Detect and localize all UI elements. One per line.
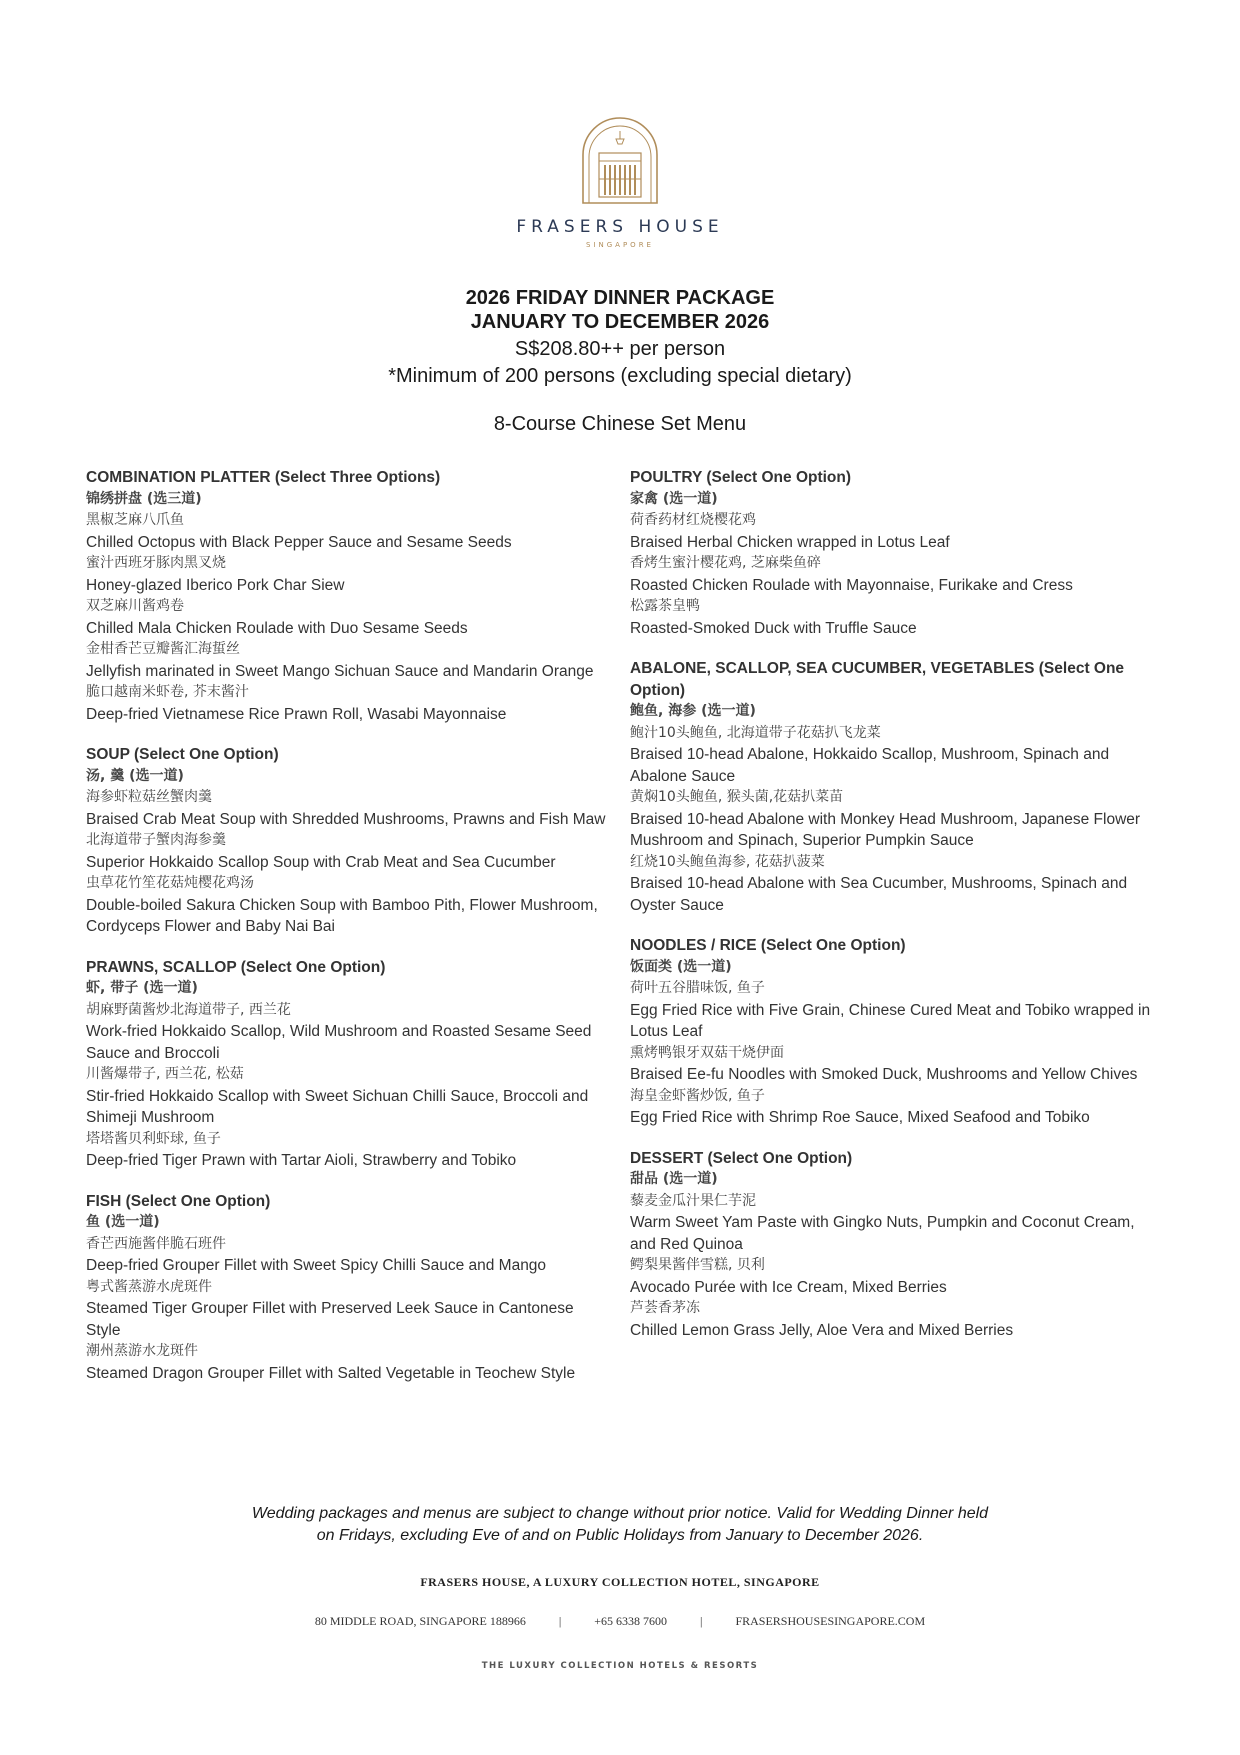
dish-name-english: Braised Herbal Chicken wrapped in Lotus Leaf xyxy=(630,533,950,551)
dish-name-chinese: 海参虾粒菇丝蟹肉羹 xyxy=(86,789,212,805)
dish-name-chinese: 香烤生蜜汁樱花鸡, 芝麻柴鱼碎 xyxy=(630,555,821,571)
dish-name-chinese: 粤式酱蒸游水虎斑件 xyxy=(86,1278,212,1295)
dish-name-english: Work-fried Hokkaido Scallop, Wild Mushroom and Roasted Sesame Seed Sauce and Broccoli xyxy=(86,1023,592,1062)
menu-column-left xyxy=(86,467,606,1403)
dish-name-english: Egg Fried Rice with Shrimp Roe Sauce, Mixed Seafood and Tobiko xyxy=(630,1109,1090,1126)
dish-name-english: Egg Fried Rice with Five Grain, Chinese Cured Meat and Tobiko wrapped in Lotus Leaf xyxy=(630,1001,1151,1040)
section-title: ABALONE, SCALLOP, SEA CUCUMBER, VEGETABLES (Select One Option) xyxy=(630,660,1125,699)
dish-name-english: Roasted Chicken Roulade with Mayonnaise, Furikake and Cress xyxy=(630,576,1073,594)
dish-name-chinese: 川酱爆带子, 西兰花, 松菇 xyxy=(86,1066,244,1082)
dish-name-chinese: 蜜汁西班牙豚肉黑叉烧 xyxy=(86,555,226,571)
dish-name-chinese: 黄焖10头鲍鱼, 猴头菌,花菇扒菜苗 xyxy=(630,789,844,805)
brand-subtitle: SINGAPORE xyxy=(586,241,654,249)
dish-name-english: Deep-fried Vietnamese Rice Prawn Roll, Wasabi Mayonnaise xyxy=(86,705,507,723)
dish-name-english: Chilled Octopus with Black Pepper Sauce and Sesame Seeds xyxy=(86,533,512,551)
section-title-chinese: 饭面类 (选一道) xyxy=(630,958,732,975)
menu-section xyxy=(86,744,606,938)
dish-name-chinese: 海皇金虾酱炒饭, 鱼子 xyxy=(630,1087,765,1104)
dish-name-english: Braised Ee-fu Noodles with Smoked Duck, Mushrooms and Yellow Chives xyxy=(630,1066,1138,1083)
dish-name-chinese: 塔塔酱贝利虾球, 鱼子 xyxy=(86,1130,221,1147)
dish-name-chinese: 荷叶五谷腊味饭, 鱼子 xyxy=(630,980,765,996)
menu-section xyxy=(630,467,1160,639)
dish-name-english: Roasted-Smoked Duck with Truffle Sauce xyxy=(630,619,917,637)
dish-name-chinese: 香芒西施酱伴脆石班件 xyxy=(86,1235,226,1252)
dish-name-chinese: 芦荟香茅冻 xyxy=(630,1300,700,1316)
menu-section xyxy=(86,957,606,1172)
section-title: SOUP (Select One Option) xyxy=(86,746,279,763)
dish-name-english: Warm Sweet Yam Paste with Gingko Nuts, Pumpkin and Coconut Cream, and Red Quinoa xyxy=(630,1214,1135,1253)
section-title: NOODLES / RICE (Select One Option) xyxy=(630,937,906,954)
dish-name-chinese: 虫草花竹笙花菇炖樱花鸡汤 xyxy=(86,875,254,891)
dish-name-chinese: 黑椒芝麻八爪鱼 xyxy=(86,512,184,528)
dish-name-english: Double-boiled Sakura Chicken Soup with Bamboo Pith, Flower Mushroom, Cordyceps Flower and Baby Nai Bai xyxy=(86,896,598,935)
contact-line xyxy=(0,1614,1240,1629)
dish-name-chinese: 松露茶皇鸭 xyxy=(630,598,700,614)
dish-name-chinese: 红烧10头鲍鱼海参, 花菇扒菠菜 xyxy=(630,853,825,870)
section-title-chinese: 汤, 羹 (选一道) xyxy=(86,767,184,784)
package-price: S$208.80++ per person xyxy=(514,338,726,360)
website-link[interactable]: FRASERSHOUSESINGAPORE.COM xyxy=(735,1614,926,1628)
luxury-collection-tagline: THE LUXURY COLLECTION HOTELS & RESORTS xyxy=(481,1661,759,1671)
package-header xyxy=(0,286,1240,437)
package-title: 2026 FRIDAY DINNER PACKAGE xyxy=(465,287,775,309)
section-title-chinese: 家禽 (选一道) xyxy=(630,490,718,507)
menu-section xyxy=(630,658,1160,916)
contact-separator: | xyxy=(700,1614,703,1628)
menu-section xyxy=(86,467,606,725)
dish-name-english: Steamed Tiger Grouper Fillet with Preserved Leek Sauce in Cantonese Style xyxy=(86,1300,574,1339)
dish-name-chinese: 藜麦金瓜汁果仁芋泥 xyxy=(630,1192,756,1209)
terms-line-1: Wedding packages and menus are subject to change without prior notice. Valid for Wedding Dinner held xyxy=(251,1505,989,1522)
dish-name-chinese: 荷香药材红烧樱花鸡 xyxy=(630,512,756,528)
dish-name-english: Stir-fried Hokkaido Scallop with Sweet Sichuan Chilli Sauce, Broccoli and Shimeji Mushroom xyxy=(86,1087,589,1126)
terms-line-2: on Fridays, excluding Eve of and on Public Holidays from January to December 2026. xyxy=(316,1527,924,1544)
dish-name-english: Braised Crab Meat Soup with Shredded Mushrooms, Prawns and Fish Maw xyxy=(86,810,606,828)
dish-name-english: Chilled Mala Chicken Roulade with Duo Sesame Seeds xyxy=(86,619,468,637)
dish-name-english: Avocado Purée with Ice Cream, Mixed Berries xyxy=(630,1278,947,1296)
dish-name-chinese: 鳄梨果酱伴雪糕, 贝利 xyxy=(630,1257,765,1273)
menu-section xyxy=(630,1148,1160,1342)
section-title-chinese: 鲍鱼, 海参 (选一道) xyxy=(630,703,756,719)
brand-header xyxy=(0,115,1240,249)
course-heading: 8-Course Chinese Set Menu xyxy=(493,413,747,435)
menu-section xyxy=(86,1191,606,1385)
dish-name-english: Deep-fried Grouper Fillet with Sweet Spicy Chilli Sauce and Mango xyxy=(86,1257,547,1274)
dish-name-english: Chilled Lemon Grass Jelly, Aloe Vera and Mixed Berries xyxy=(630,1321,1014,1339)
section-title-chinese: 鱼 (选一道) xyxy=(86,1214,160,1230)
dish-name-english: Braised 10-head Abalone, Hokkaido Scallop, Mushroom, Spinach and Abalone Sauce xyxy=(630,746,1110,785)
section-title: PRAWNS, SCALLOP (Select One Option) xyxy=(86,958,386,976)
dish-name-english: Steamed Dragon Grouper Fillet with Salted Vegetable in Teochew Style xyxy=(86,1364,576,1382)
dish-name-english: Deep-fried Tiger Prawn with Tartar Aioli, Strawberry and Tobiko xyxy=(86,1152,517,1169)
contact-separator: | xyxy=(558,1614,562,1628)
dish-name-chinese: 鲍汁10头鲍鱼, 北海道带子花菇扒飞龙菜 xyxy=(630,724,881,741)
dish-name-english: Braised 10-head Abalone with Monkey Head Mushroom, Japanese Flower Mushroom and Spinach, Superior Pumpkin Sauce xyxy=(630,810,1141,849)
dish-name-chinese: 熏烤鸭银牙双菇干烧伊面 xyxy=(630,1044,784,1061)
hotel-name: FRASERS HOUSE, A LUXURY COLLECTION HOTEL, SINGAPORE xyxy=(420,1575,820,1589)
dish-name-english: Jellyfish marinated in Sweet Mango Sichuan Sauce and Mandarin Orange xyxy=(86,662,594,680)
section-title: COMBINATION PLATTER (Select Three Options) xyxy=(86,469,441,486)
address: 80 MIDDLE ROAD, SINGAPORE 188966 xyxy=(314,1614,526,1628)
dish-name-chinese: 脆口越南米虾卷, 芥末酱汁 xyxy=(86,684,249,700)
arched-window-logo-icon xyxy=(575,115,665,205)
section-title: FISH (Select One Option) xyxy=(86,1192,271,1210)
dish-name-english: Honey-glazed Iberico Pork Char Siew xyxy=(86,576,345,594)
dish-name-chinese: 北海道带子蟹肉海参羹 xyxy=(86,832,226,848)
section-title-chinese: 甜品 (选一道) xyxy=(630,1171,718,1187)
menu-column-right xyxy=(630,467,1160,1360)
section-title: POULTRY (Select One Option) xyxy=(630,469,852,486)
dish-name-chinese: 胡麻野菌酱炒北海道带子, 西兰花 xyxy=(86,1001,291,1018)
terms-note xyxy=(0,1503,1240,1547)
dish-name-english: Superior Hokkaido Scallop Soup with Crab Meat and Sea Cucumber xyxy=(86,853,556,871)
dish-name-chinese: 金柑香芒豆瓣酱汇海蜇丝 xyxy=(86,641,240,657)
dish-name-chinese: 双芝麻川酱鸡卷 xyxy=(86,598,184,614)
dish-name-english: Braised 10-head Abalone with Sea Cucumber, Mushrooms, Spinach and Oyster Sauce xyxy=(630,875,1128,914)
brand-name: FRASERS HOUSE xyxy=(516,217,724,237)
section-title-chinese: 锦绣拼盘 (选三道) xyxy=(86,490,202,507)
dish-name-chinese: 潮州蒸游水龙斑件 xyxy=(86,1343,198,1359)
package-period: JANUARY TO DECEMBER 2026 xyxy=(470,311,770,333)
section-title: DESSERT (Select One Option) xyxy=(630,1149,853,1167)
phone-number: +65 6338 7600 xyxy=(594,1614,668,1628)
menu-section xyxy=(630,935,1160,1129)
section-title-chinese: 虾, 带子 (选一道) xyxy=(86,980,198,996)
minimum-persons-note: *Minimum of 200 persons (excluding special dietary) xyxy=(388,365,852,387)
